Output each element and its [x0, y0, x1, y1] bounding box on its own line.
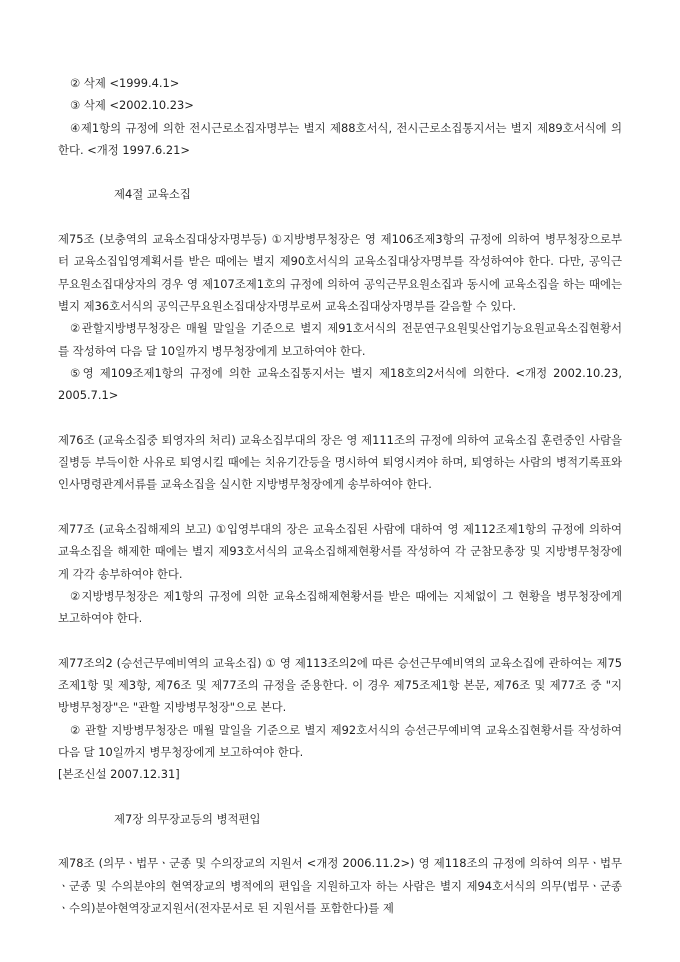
chapter-heading-7: 제7장 의무장교등의 병적편입	[114, 811, 261, 826]
article-77-2-note: [본조신설 2007.12.31]	[58, 767, 180, 782]
article-77-2: 제77조의2 (승선근무예비역의 교육소집) ① 영 제113조의2에 따른 승선근무예비역의 교육소집에 관하여는 제75조제1항 및 제3항, 제76조 및 제77조의 규정을 준용한다. 이 경우 제75조제1항 본문, 제76조 및 제77조 중 "지방병무청장"은 "관할 지방병무청장"으로 본다.	[58, 655, 622, 715]
paragraph-clause-4: ④제1항의 규정에 의한 전시근로소집자명부는 별지 제88호서식, 전시근로소집통지서는 별지 제89호서식에 의한다. <개정 1997.6.21>	[58, 120, 622, 157]
paragraph-deleted-3: ③ 삭제 <2002.10.23>	[70, 98, 194, 113]
section-heading-4: 제4절 교육소집	[114, 187, 191, 202]
article-75-clause-2: ②관할지방병무청장은 매월 말일을 기준으로 별지 제91호서식의 전문연구요원및산업기능요원교육소집현황서를 작성하여 다음 달 10일까지 병무청장에게 보고하여야 한다.	[58, 321, 622, 358]
paragraph-deleted-2: ② 삭제 <1999.4.1>	[70, 76, 180, 90]
article-77-2-clause-2: ② 관할 지방병무청장은 매월 말일을 기준으로 별지 제92호서식의 승선근무예비역 교육소집현황서를 작성하여 다음 달 10일까지 병무청장에게 보고하여야 한다.	[58, 722, 622, 759]
article-78: 제78조 (의무ㆍ법무ㆍ군종 및 수의장교의 지원서 <개정 2006.11.2>) 영 제118조의 규정에 의하여 의무ㆍ법무ㆍ군종 및 수의분야의 현역장교의 병적에의 편입을 지원하고자 하는 사람은 별지 제94호서식의 의무(법무ㆍ군종ㆍ수의)분야현역장교지원서(전자문서로 된 지원서를 포함한다)를 제	[58, 856, 622, 915]
article-75: 제75조 (보충역의 교육소집대상자명부등) ①지방병무청장은 영 제106조제3항의 규정에 의하여 병무청장으로부터 교육소집입영계획서를 받은 때에는 별지 제90호서식의 교육소집대상자명부를 작성하여야 한다. 다만, 공익근무요원소집대상자의 경우 영 제107조제1호의 규정에 의하여 공익근무요원소집과 동시에 교육소집을 하는 때에는 별지 제36호서식의 공익근무요원소집대상자명부로써 교육소집대상자명부를 갈음할 수 있다.	[58, 232, 622, 313]
article-76: 제76조 (교육소집중 퇴영자의 처리) 교육소집부대의 장은 영 제111조의 규정에 의하여 교육소집 훈련중인 사람을 질병등 부득이한 사유로 퇴영시킬 때에는 치유기간등을 명시하여 퇴영시켜야 하며, 퇴영하는 사람의 병적기록표와 인사명령관계서류를 교육소집을 실시한 지방병무청장에게 송부하여야 한다.	[58, 432, 622, 492]
article-75-clause-5: ⑤영 제109조제1항의 규정에 의한 교육소집통지서는 별지 제18호의2서식에 의한다. <개정 2002.10.23, 2005.7.1>	[58, 365, 622, 403]
article-77-clause-2: ②지방병무청장은 제1항의 규정에 의한 교육소집해제현황서를 받은 때에는 지체없이 그 현황을 병무청장에게 보고하여야 한다.	[58, 588, 622, 626]
article-77: 제77조 (교육소집해제의 보고) ①입영부대의 장은 교육소집된 사람에 대하여 영 제112조제1항의 규정에 의하여 교육소집을 해제한 때에는 별지 제93호서식의 교육소집해제현황서를 작성하여 각 군참모총장 및 지방병무청장에게 각각 송부하여야 한다.	[58, 521, 622, 581]
